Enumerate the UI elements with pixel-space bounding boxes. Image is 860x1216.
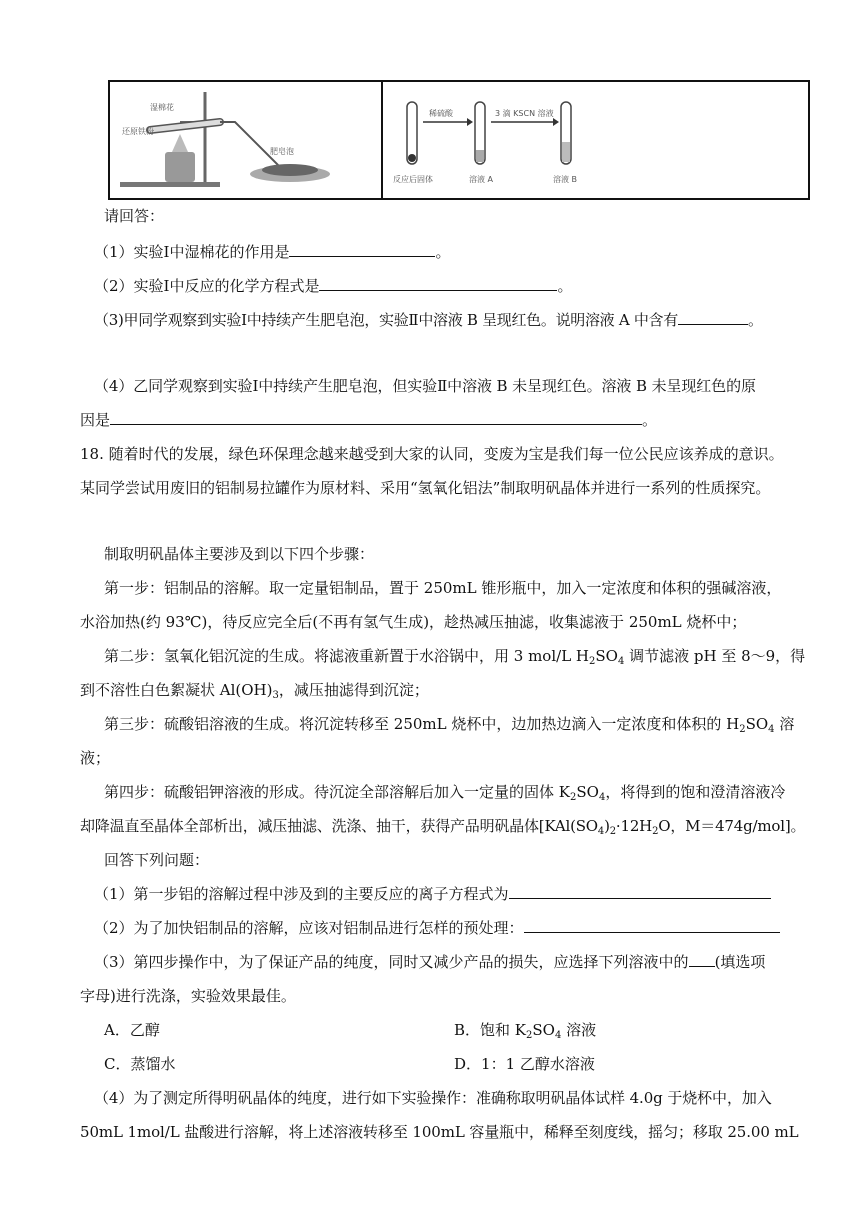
label-solid: 反应后固体 [393,175,433,184]
option-a: A．乙醇 [104,1021,160,1039]
q18-intro-line2: 某同学尝试用废旧的铝制易拉罐作为原材料、采用“氢氧化铝法”制取明矾晶体并进行一系列的性质探究。 [80,479,771,497]
text-run: 溶液 [561,1021,597,1039]
subscript: 2 [739,724,746,735]
q18-part1-text: （1）第一步铝的溶解过程中涉及到的主要反应的离子方程式为 [94,885,509,903]
q18-part4-line1: （4）为了测定所得明矾晶体的纯度，进行如下实验操作：准确称取明矾晶体试样 4.0g 于烧杯中，加入 [94,1089,772,1107]
experiment-figure [108,80,810,200]
option-c: C．蒸馏水 [104,1055,176,1073]
subscript: 2 [569,792,577,803]
subscript: 4 [554,1030,562,1041]
q18-step1-line2: 水浴加热(约 93℃)，待反应完全后(不再有氢气生成)，趁热减压抽滤，收集滤液于 250mL 烧杯中； [80,613,747,631]
text-run: 溶 [774,715,795,733]
answer-blank [289,242,435,257]
answer-blank [524,918,780,933]
q17-part1-end: 。 [435,243,451,261]
text-run: 调节滤液 pH 至 8～9，得 [624,647,806,665]
answer-blank [689,952,715,967]
q18-step4-line1 [104,782,860,802]
text-run: 第三步：硫酸铝溶液的生成。将沉淀转移至 250mL 烧杯中，边加热边滴入一定浓度和体积的 H [104,715,740,733]
text-run: B．饱和 K [454,1021,526,1039]
q18-intro-line1: 18. 随着时代的发展，绿色环保理念越来越受到大家的认同，变废为宝是我们每一位公民应该养成的意识。 [80,445,784,463]
text-run: （3）第四步操作中，为了保证产品的纯度，同时又减少产品的损失，应选择下列溶液中的 [94,953,689,971]
q18-part2 [94,918,860,938]
label-sol-a: 溶液 A [469,175,494,184]
text-run: (填选项 [714,953,766,971]
q18-step2-line1 [104,646,860,666]
q17-prompt: 请回答： [104,207,165,225]
q17-part3-text: （3)甲同学观察到实验Ⅰ中持续产生肥皂泡，实验Ⅱ中溶液 B 呈现红色。说明溶液 A 中含有 [94,311,678,329]
subscript: 2 [526,1030,533,1041]
label-soap: 肥皂泡 [270,147,294,156]
apparatus-drawing [110,82,381,198]
q18-steps-title: 制取明矾晶体主要涉及到以下四个步骤： [104,545,375,563]
q18-part3-line2: 字母)进行洗涤，实验效果最佳。 [80,987,296,1005]
q18-step3-line1 [104,714,860,734]
q17-part2-end: 。 [557,277,573,295]
label-acid: 稀硫酸 [429,109,453,118]
q18-step2-line2 [80,680,860,700]
text-run: O，M＝474g/mol]。 [658,817,806,835]
text-run: 第二步：氢氧化铝沉淀的生成。将滤液重新置于水浴锅中，用 3 mol/L H [104,647,589,665]
q18-part1 [94,884,860,904]
option-b [454,1020,596,1040]
test-tubes-drawing [383,82,808,198]
q17-part2-text: （2）实验Ⅰ中反应的化学方程式是 [94,277,320,295]
text-run: SO [595,647,618,665]
subscript: 4 [617,656,625,667]
answer-blank [678,310,748,325]
experiment-2-diagram [383,82,808,198]
text-run: 却降温直至晶体全部析出，减压抽滤、洗涤、抽干，获得产品明矾晶体[KAl(SO [80,817,598,835]
q18-part2-text: （2）为了加快铝制品的溶解，应该对铝制品进行怎样的预处理： [94,919,524,937]
label-sol-b: 溶液 B [553,175,578,184]
option-d: D．1：1 乙醇水溶液 [454,1055,595,1073]
answer-blank [319,276,557,291]
q17-part3 [94,310,860,330]
label-cotton: 湿棉花 [150,103,174,112]
text-run: SO [745,715,769,733]
experiment-1-diagram [110,82,383,198]
q18-step4-line2 [80,816,860,836]
subscript: 2 [609,826,616,837]
text-run: SO [532,1021,555,1039]
text-run: ·12H [615,817,653,835]
answer-blank [509,884,771,899]
text-run: SO [576,783,599,801]
q17-part2 [94,276,860,296]
q17-part3-end: 。 [747,311,763,329]
q17-part4-end: 。 [642,411,658,429]
subscript: 2 [652,826,659,837]
q17-part4-line2 [80,410,860,430]
q17-part1-text: （1）实验Ⅰ中湿棉花的作用是 [94,243,290,261]
label-iron: 还原铁粉 [122,127,154,136]
q17-part4-text: 因是 [80,411,111,429]
q17-part4-line1: （4）乙同学观察到实验Ⅰ中持续产生肥皂泡，但实验Ⅱ中溶液 B 未呈现红色。溶液 B 未呈现红色的原 [94,377,756,395]
q18-step1-line1: 第一步：铝制品的溶解。取一定量铝制品，置于 250mL 锥形瓶中，加入一定浓度和体积的强碱溶液， [104,579,782,597]
q17-part1 [94,242,860,262]
label-kscn: 3 滴 KSCN 溶液 [495,109,554,118]
text-run: ，将得到的饱和澄清溶液冷 [605,783,786,801]
q18-answer-title: 回答下列问题： [104,851,210,869]
subscript: 3 [272,690,279,701]
text-run: 第四步：硫酸铝钾溶液的形成。待沉淀全部溶解后加入一定量的固体 K [104,783,570,801]
q18-part4-line2: 50mL 1mol/L 盐酸进行溶解，将上述溶液转移至 100mL 容量瓶中，稀释至刻度线，摇匀；移取 25.00 mL [80,1123,799,1141]
text-run: 到不溶性白色絮凝状 Al(OH) [80,681,273,699]
text-run: ) [604,817,610,835]
subscript: 4 [597,826,605,837]
text-run: ，减压抽滤得到沉淀； [278,681,429,699]
q18-part3-line1 [94,952,860,972]
subscript: 2 [589,656,596,667]
subscript: 4 [768,724,775,735]
answer-blank [110,410,642,425]
q18-step3-line2: 液； [80,749,111,767]
subscript: 4 [598,792,606,803]
